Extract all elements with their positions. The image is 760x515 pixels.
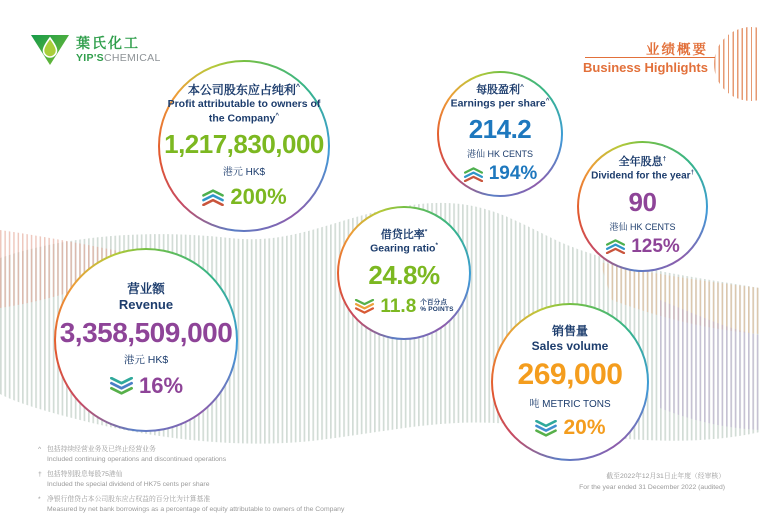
footnote-marker: † — [38, 471, 42, 479]
down-arrow-icon — [354, 299, 375, 314]
page-title-cn: 业绩概要 — [646, 42, 708, 57]
metric-label-cn: 本公司股东应占纯利^ — [187, 81, 301, 97]
metric-label-cn: 销售量 — [551, 323, 588, 338]
metric-change: 20% — [534, 416, 605, 440]
metric-label-en: Dividend for the year† — [591, 169, 694, 182]
metric-marker: * — [435, 242, 438, 250]
footnote-en: Included the special dividend of HK75 cents per share — [47, 480, 210, 488]
up-arrow-icon — [201, 189, 225, 206]
metric-circle-dividend — [577, 141, 708, 272]
metric-label-en: Gearing ratio* — [370, 242, 438, 255]
footnote-item — [38, 445, 344, 464]
footnote-item — [38, 470, 344, 489]
page-title-en: Business Highlights — [583, 60, 708, 75]
metric-label-en: Revenue — [118, 297, 174, 312]
metric-label-cn: 每股盈利^ — [476, 82, 524, 96]
metric-change-units: 个百分点 % POINTS — [420, 299, 454, 313]
logo — [30, 33, 161, 67]
logo-mark-icon — [30, 33, 70, 67]
metric-circle-gearing — [337, 206, 471, 340]
footnote-cn: 包括特别股息每股75港仙 — [47, 471, 123, 479]
metric-unit: 港元 HK$ — [222, 167, 266, 179]
metric-circle-sales — [491, 303, 649, 461]
metric-circle-eps — [437, 71, 563, 197]
metric-label-cn: 全年股息† — [618, 155, 667, 169]
metric-marker: † — [690, 169, 694, 176]
metric-unit: 吨 METRIC TONS — [529, 399, 611, 411]
footnote-en: Measured by net bank borrowings as a percentage of equity attributable to owners of the Company — [47, 505, 345, 513]
metric-value: 269,000 — [517, 358, 623, 392]
metric-label-cn: 营业额 — [127, 281, 165, 296]
footnote-marker: ^ — [38, 446, 42, 453]
metric-unit: 港仙 HK CENTS — [466, 149, 533, 160]
footer-period-en: For the year ended 31 December 2022 (audited) — [579, 483, 725, 491]
footnotes — [38, 445, 344, 515]
metric-marker: * — [424, 228, 428, 236]
header-rule — [585, 57, 715, 58]
metric-circle-profit — [158, 60, 330, 232]
logo-name-cn: 葉氏化工 — [76, 35, 140, 51]
metric-value: 90 — [628, 186, 657, 217]
metric-value: 1,217,830,000 — [164, 129, 324, 160]
metric-change: 11.8 个百分点 % POINTS — [354, 296, 453, 318]
metric-marker: ^ — [520, 82, 524, 90]
metric-change: 200% — [201, 184, 286, 210]
metric-unit: 港仙 HK CENTS — [609, 221, 676, 232]
metric-label-en: Profit attributable to owners of the Company^ — [167, 98, 321, 125]
logo-name-en-bold: YIP'S — [76, 52, 104, 64]
logo-name-en-rest: CHEMICAL — [103, 52, 161, 64]
metric-marker: ^ — [545, 96, 550, 104]
metric-value: 3,358,509,000 — [59, 317, 233, 349]
metric-marker: ^ — [275, 111, 280, 119]
footer-period-cn: 截至2022年12月31日止年度（经审核） — [606, 473, 725, 480]
footnote-cn: 净银行借贷占本公司股东应占权益的百分比为计算基准 — [47, 496, 211, 504]
metric-value: 24.8% — [368, 259, 440, 290]
metric-circle-revenue — [54, 248, 238, 432]
footnote-cn: 包括持续经营业务及已终止经营业务 — [47, 446, 156, 453]
metric-change: 194% — [463, 163, 538, 185]
metric-marker: † — [662, 155, 667, 163]
metric-change: 125% — [605, 236, 680, 258]
metric-value: 214.2 — [468, 114, 532, 145]
metric-unit: 港元 HK$ — [123, 354, 169, 367]
footnote-en: Included continuing operations and discontinued operations — [47, 455, 227, 463]
down-arrow-icon — [109, 377, 134, 395]
metric-label-cn: 借贷比率* — [380, 228, 428, 242]
metric-marker: ^ — [295, 81, 301, 91]
footnote-marker: * — [38, 496, 41, 504]
logo-name-en — [76, 53, 161, 64]
footnote-item — [38, 495, 344, 514]
metric-label-en: Sales volume — [531, 339, 609, 354]
metric-label-en: Earnings per share^ — [450, 96, 550, 110]
up-arrow-icon — [463, 167, 484, 182]
metric-change: 16% — [109, 373, 183, 399]
up-arrow-icon — [605, 239, 626, 254]
down-arrow-icon — [534, 420, 558, 437]
footer-period — [579, 472, 725, 494]
